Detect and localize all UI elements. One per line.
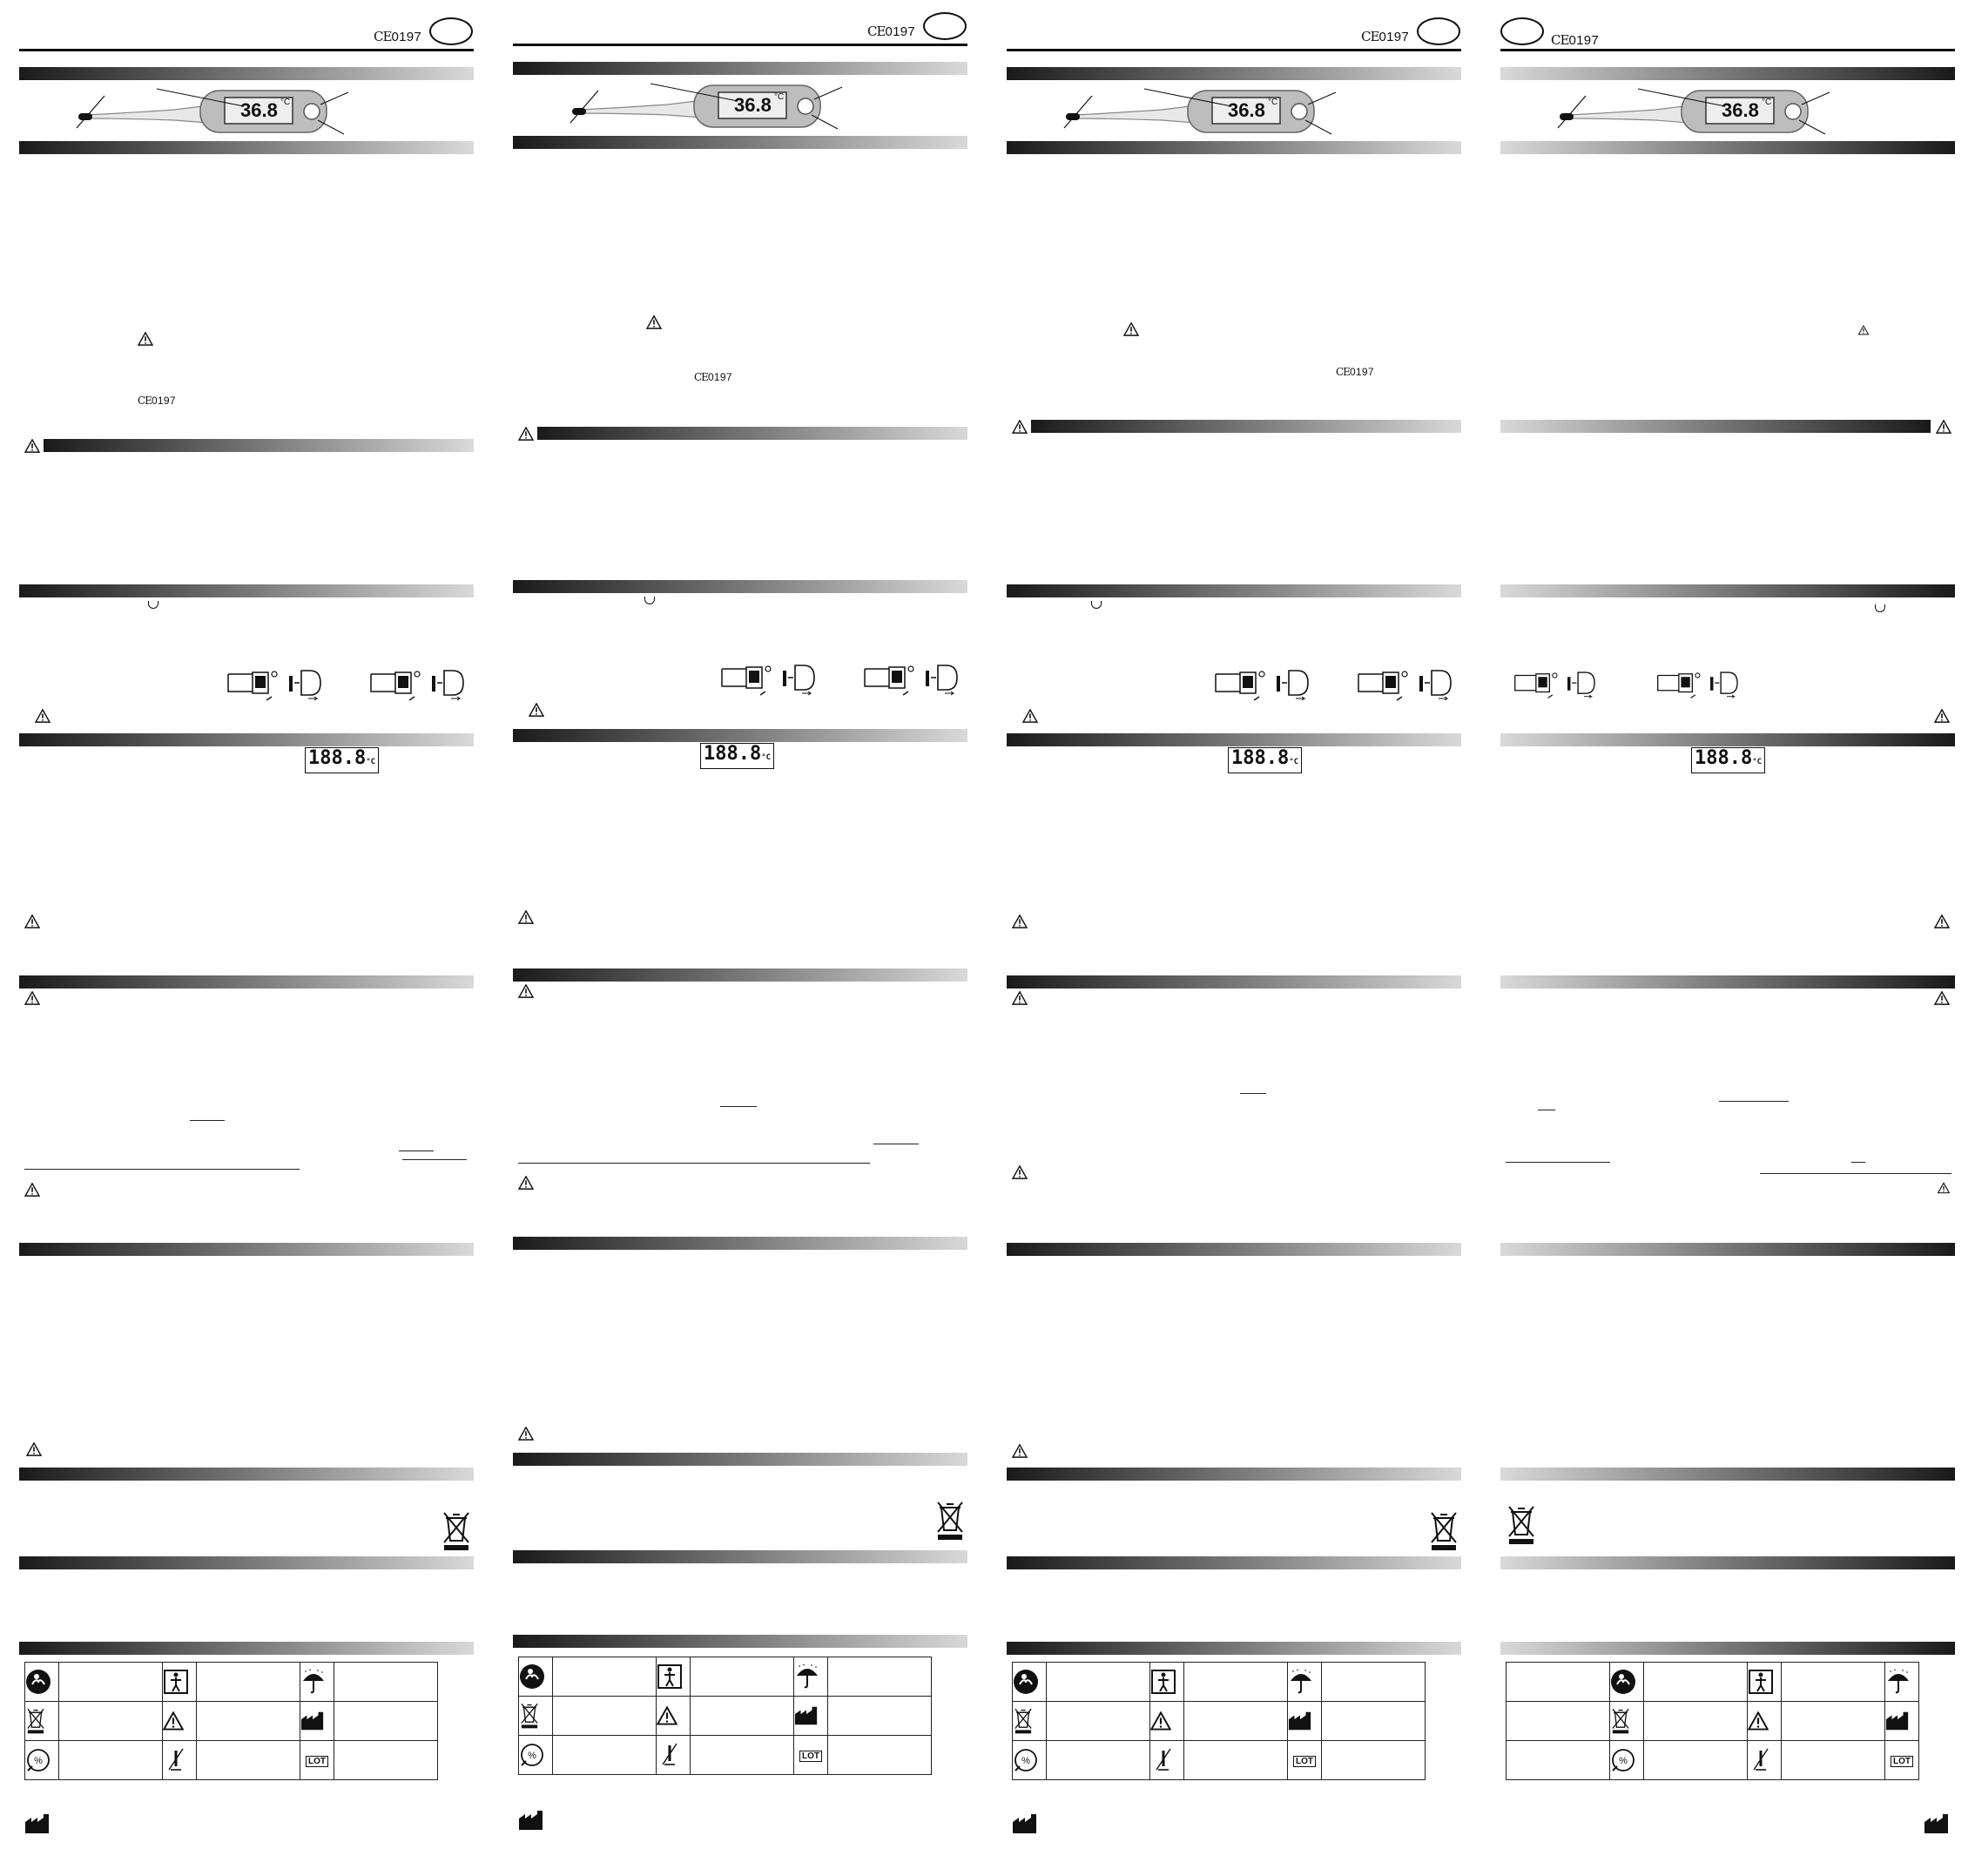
column-2 — [494, 0, 948, 1876]
thermometer-unit: °C — [1268, 98, 1278, 107]
warning-triangle-icon — [24, 1183, 40, 1197]
section-bar — [1500, 67, 1955, 80]
section-bar — [19, 141, 474, 154]
section-bar — [1007, 584, 1461, 597]
section-bar — [513, 580, 967, 593]
ce-mark: CE0197 — [1336, 366, 1374, 378]
temperature-limit-icon — [1748, 1741, 1782, 1780]
section-bar — [19, 1642, 474, 1655]
underline — [24, 1169, 300, 1170]
lcd-digits: 188.8 — [308, 747, 367, 769]
battery-cap-diagram — [863, 660, 976, 697]
warning-triangle-icon — [24, 914, 40, 928]
cap-icon — [1091, 601, 1102, 609]
column-1 — [0, 0, 455, 1876]
warning-triangle-icon — [1022, 709, 1038, 723]
warning-triangle-icon — [518, 984, 534, 998]
underline — [402, 1159, 467, 1160]
language-badge — [1417, 17, 1460, 45]
column-4-mirrored — [1481, 0, 1936, 1876]
header-rule — [1500, 49, 1955, 51]
column-3 — [988, 0, 1442, 1876]
cap-icon — [1875, 604, 1885, 612]
header-rule — [1007, 49, 1461, 51]
section-bar — [513, 62, 967, 75]
manufacturer-factory-icon — [1288, 1702, 1322, 1741]
section-bar — [1500, 1642, 1955, 1655]
underline — [190, 1120, 225, 1121]
type-bf-applied-part-icon — [163, 1663, 197, 1702]
cap-icon — [148, 601, 158, 609]
section-bar — [1007, 141, 1461, 154]
warning-triangle-icon — [646, 315, 662, 329]
underline — [720, 1106, 757, 1107]
manufacturer-factory-icon — [794, 1697, 828, 1736]
underline — [1760, 1173, 1951, 1174]
warning-triangle-icon — [1012, 991, 1028, 1005]
weee-crossed-bin-icon — [934, 1501, 966, 1541]
manufacturer-factory-icon — [1885, 1702, 1919, 1741]
warning-triangle-icon — [1934, 991, 1950, 1005]
section-bar — [19, 1243, 474, 1256]
battery-cap-diagram — [1214, 665, 1327, 702]
battery-cap-diagram — [1656, 665, 1754, 702]
temperature-limit-icon — [657, 1736, 691, 1775]
lot-code-icon: LOT — [300, 1741, 334, 1780]
manufacturer-factory-icon — [1012, 1813, 1038, 1834]
section-bar — [1031, 420, 1461, 433]
section-bar — [513, 1550, 967, 1563]
cap-icon — [644, 597, 655, 604]
battery-cap-diagram — [1513, 665, 1611, 702]
section-bar — [1500, 420, 1931, 433]
lcd-digits: 188.8 — [1231, 747, 1290, 769]
thermometer-unit: °C — [1762, 98, 1772, 107]
section-bar — [19, 67, 474, 80]
warning-triangle-icon — [1123, 322, 1139, 336]
section-bar — [19, 733, 474, 746]
section-bar — [1500, 584, 1955, 597]
keep-dry-umbrella-icon — [300, 1663, 334, 1702]
warning-triangle-icon — [1858, 325, 1870, 334]
type-bf-applied-part-icon — [657, 1657, 691, 1697]
warning-triangle-icon — [1150, 1702, 1184, 1741]
keep-dry-umbrella-icon — [1885, 1663, 1919, 1702]
symbol-table — [518, 1657, 932, 1775]
thermometer-reading: 36.8 — [734, 94, 772, 116]
warning-triangle-icon — [1934, 914, 1950, 928]
thermometer-reading: 36.8 — [1722, 99, 1759, 121]
warning-triangle-icon — [1012, 420, 1028, 434]
section-bar — [537, 427, 967, 440]
lcd-test-display — [1228, 747, 1302, 773]
warning-triangle-icon — [24, 439, 40, 453]
warning-triangle-icon — [163, 1702, 197, 1741]
warning-triangle-icon — [24, 991, 40, 1005]
type-bf-applied-part-icon — [1748, 1663, 1782, 1702]
section-bar — [513, 729, 967, 742]
manufacturer-factory-icon — [518, 1810, 544, 1831]
underline — [1719, 1101, 1789, 1102]
read-instructions-icon — [1610, 1663, 1644, 1702]
temperature-limit-icon — [163, 1741, 197, 1780]
section-bar — [1500, 1556, 1955, 1569]
section-bar — [1007, 1243, 1461, 1256]
ce-mark: CE0197 — [138, 395, 176, 407]
warning-triangle-icon — [518, 1427, 534, 1441]
warning-triangle-icon — [1012, 1165, 1028, 1179]
symbol-table — [1506, 1662, 1919, 1780]
battery-cap-diagram — [1357, 665, 1470, 702]
lcd-unit: °C — [1752, 758, 1763, 766]
read-instructions-icon — [1013, 1663, 1047, 1702]
humidity-limit-icon — [1610, 1741, 1644, 1780]
humidity-limit-icon — [519, 1736, 553, 1775]
thermometer-illustration — [563, 75, 868, 140]
warning-triangle-icon — [1938, 1183, 1950, 1194]
section-bar — [1500, 1468, 1955, 1481]
section-bar — [1500, 975, 1955, 989]
section-bar — [513, 136, 967, 149]
warning-triangle-icon — [518, 1176, 534, 1190]
warning-triangle-icon — [518, 427, 534, 441]
warning-triangle-icon — [1934, 709, 1950, 723]
warning-triangle-icon — [1936, 420, 1951, 434]
ce-mark: CE0197 — [694, 371, 732, 383]
section-bar — [1500, 733, 1955, 746]
weee-crossed-bin-icon — [25, 1702, 59, 1741]
ce-mark: CE0197 — [1551, 32, 1600, 48]
section-bar — [513, 968, 967, 982]
section-bar — [19, 975, 474, 989]
warning-triangle-icon — [35, 709, 51, 723]
section-bar — [1500, 1243, 1955, 1256]
section-bar — [513, 1635, 967, 1648]
weee-crossed-bin-icon — [1013, 1702, 1047, 1741]
ce-mark: CE0197 — [1361, 29, 1410, 44]
keep-dry-umbrella-icon — [794, 1657, 828, 1697]
lcd-test-display — [700, 743, 774, 769]
section-bar — [19, 584, 474, 597]
thermometer-reading: 36.8 — [1228, 99, 1265, 121]
battery-cap-diagram — [720, 660, 833, 697]
warning-triangle-icon — [657, 1697, 691, 1736]
section-bar — [19, 1468, 474, 1481]
thermometer-reading: 36.8 — [240, 99, 278, 121]
lot-code-icon: LOT — [794, 1736, 828, 1775]
battery-cap-diagram — [226, 665, 340, 702]
section-bar — [44, 439, 474, 452]
language-badge — [1500, 17, 1544, 45]
symbol-table — [24, 1662, 438, 1780]
section-bar — [1500, 141, 1955, 154]
weee-crossed-bin-icon — [519, 1697, 553, 1736]
section-bar — [1007, 975, 1461, 989]
symbol-table — [1012, 1662, 1426, 1780]
lcd-digits: 188.8 — [704, 743, 762, 765]
section-bar — [1007, 1642, 1461, 1655]
section-bar — [1007, 67, 1461, 80]
weee-crossed-bin-icon — [1610, 1702, 1644, 1741]
section-bar — [513, 1453, 967, 1466]
lcd-test-display — [1691, 747, 1765, 773]
type-bf-applied-part-icon — [1150, 1663, 1184, 1702]
ce-mark: CE0197 — [374, 29, 422, 44]
lot-code-icon: LOT — [1288, 1741, 1322, 1780]
warning-triangle-icon — [26, 1442, 42, 1456]
thermometer-unit: °C — [280, 98, 291, 107]
language-badge — [429, 17, 473, 45]
lcd-unit: °C — [366, 758, 376, 766]
weee-crossed-bin-icon — [1506, 1505, 1537, 1545]
underline — [1240, 1093, 1266, 1094]
section-bar — [1007, 1556, 1461, 1569]
header-rule — [19, 49, 474, 51]
manufacturer-factory-icon — [1924, 1813, 1950, 1834]
weee-crossed-bin-icon — [441, 1511, 472, 1551]
section-bar — [19, 1556, 474, 1569]
underline — [1851, 1162, 1865, 1163]
warning-triangle-icon — [1012, 1444, 1028, 1458]
lcd-digits: 188.8 — [1695, 747, 1753, 769]
header-rule — [513, 44, 967, 46]
section-bar — [1007, 733, 1461, 746]
read-instructions-icon — [25, 1663, 59, 1702]
manufacturer-factory-icon — [300, 1702, 334, 1741]
thermometer-illustration — [1551, 80, 1856, 145]
keep-dry-umbrella-icon — [1288, 1663, 1322, 1702]
manufacturer-factory-icon — [24, 1813, 51, 1834]
humidity-limit-icon — [1013, 1741, 1047, 1780]
underline — [1506, 1162, 1610, 1163]
battery-cap-diagram — [369, 665, 482, 702]
lcd-unit: °C — [1289, 758, 1299, 766]
read-instructions-icon — [519, 1657, 553, 1697]
underline — [518, 1163, 870, 1164]
warning-triangle-icon — [1012, 914, 1028, 928]
lcd-test-display — [305, 747, 379, 773]
thermometer-illustration — [70, 80, 374, 145]
warning-triangle-icon — [529, 703, 544, 717]
humidity-limit-icon — [25, 1741, 59, 1780]
warning-triangle-icon — [138, 332, 153, 346]
thermometer-unit: °C — [774, 92, 785, 102]
temperature-limit-icon — [1150, 1741, 1184, 1780]
thermometer-illustration — [1057, 80, 1362, 145]
warning-triangle-icon — [518, 910, 534, 924]
language-badge — [923, 12, 967, 40]
warning-triangle-icon — [1748, 1702, 1782, 1741]
lcd-unit: °C — [761, 753, 772, 762]
lot-code-icon: LOT — [1885, 1741, 1919, 1780]
ce-mark: CE0197 — [867, 24, 916, 39]
section-bar — [1007, 1468, 1461, 1481]
weee-crossed-bin-icon — [1428, 1511, 1459, 1551]
section-bar — [513, 1237, 967, 1250]
